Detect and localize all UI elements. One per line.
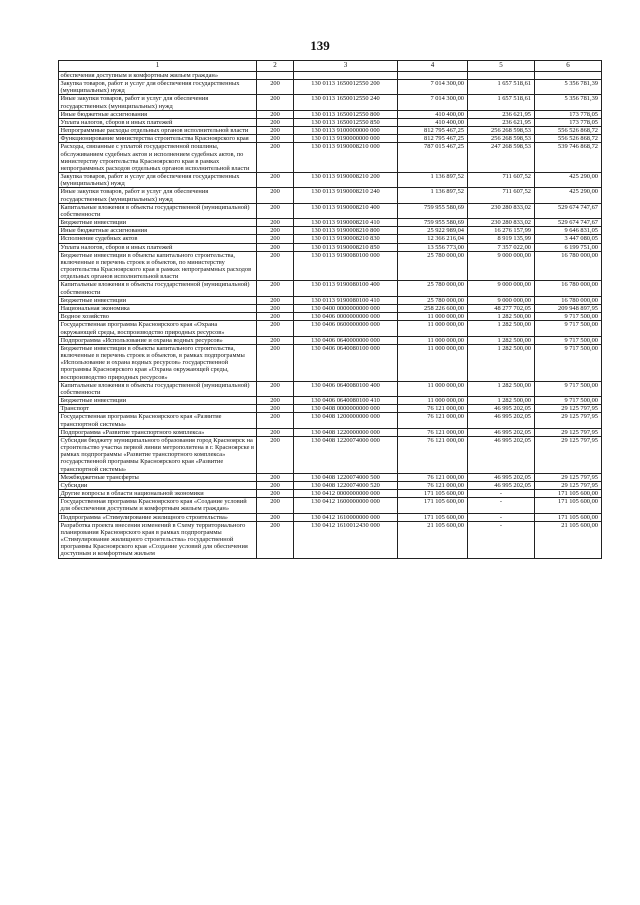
page-number: 139 bbox=[310, 38, 330, 53]
row-code-cell: 200 bbox=[257, 127, 294, 135]
row-name-cell: Закупка товаров, работ и услуг для обеспечения государственных (муниципальных) нужд bbox=[59, 80, 257, 95]
row-classifier-cell: 130 0113 9190008210 850 bbox=[294, 243, 398, 251]
row-name-cell: Бюджетные инвестиции bbox=[59, 296, 257, 304]
row-classifier-cell: 130 0412 1600000000 000 bbox=[294, 498, 398, 513]
row-name-cell: Расходы, связанные с уплатой государственной пошлины, обслуживанием судебных актов и исполнением судебных актов, по министерству строительства Красноярского края в рамках непрограммных расходов отдельных органов исполнительной власти bbox=[59, 143, 257, 173]
row-name-cell: Функционирование министерства строительства Красноярского края bbox=[59, 135, 257, 143]
row-plan-cell: 11 000 000,00 bbox=[398, 313, 468, 321]
row-executed-cell: 46 995 202,05 bbox=[468, 405, 535, 413]
row-classifier-cell: 130 0406 0640000000 000 bbox=[294, 336, 398, 344]
row-plan-cell: 25 780 000,00 bbox=[398, 296, 468, 304]
column-header: 4 bbox=[398, 61, 468, 72]
row-remainder-cell: 9 717 500,00 bbox=[535, 336, 602, 344]
row-name-cell: Разработка проекта внесения изменений в Схему территориального планирования Красноярского края в рамках подпрограммы «Стимулирование жилищного строительства» государственной программы Красноярского края «Создание условий для обеспечения доступным и комфортным жильем bbox=[59, 521, 257, 558]
row-classifier-cell: 130 0408 1200000000 000 bbox=[294, 413, 398, 428]
table-row bbox=[59, 71, 602, 79]
row-remainder-cell: 173 778,05 bbox=[535, 118, 602, 126]
row-classifier-cell: 130 0113 9190080100 410 bbox=[294, 296, 398, 304]
row-executed-cell: 9 000 000,00 bbox=[468, 281, 535, 296]
table-row bbox=[59, 490, 602, 498]
row-executed-cell: 230 280 833,02 bbox=[468, 219, 535, 227]
row-plan-cell: 759 955 580,69 bbox=[398, 219, 468, 227]
row-plan-cell: 25 922 989,04 bbox=[398, 227, 468, 235]
row-name-cell: Иные бюджетные ассигнования bbox=[59, 227, 257, 235]
row-classifier-cell: 130 0113 9190000000 000 bbox=[294, 135, 398, 143]
row-name-cell: Иные бюджетные ассигнования bbox=[59, 110, 257, 118]
row-remainder-cell: 556 526 868,72 bbox=[535, 135, 602, 143]
row-plan-cell: 25 780 000,00 bbox=[398, 251, 468, 281]
row-remainder-cell: 9 717 500,00 bbox=[535, 381, 602, 396]
row-executed-cell: 9 000 000,00 bbox=[468, 296, 535, 304]
row-remainder-cell: 29 125 797,95 bbox=[535, 413, 602, 428]
row-remainder-cell: 425 290,00 bbox=[535, 188, 602, 203]
row-executed-cell: 236 621,95 bbox=[468, 110, 535, 118]
row-code-cell: 200 bbox=[257, 80, 294, 95]
table-row bbox=[59, 219, 602, 227]
row-plan-cell: 759 955 580,69 bbox=[398, 203, 468, 218]
row-code-cell: 200 bbox=[257, 219, 294, 227]
header-row bbox=[59, 61, 602, 72]
row-executed-cell: 256 268 598,53 bbox=[468, 135, 535, 143]
row-code-cell: 200 bbox=[257, 428, 294, 436]
row-name-cell: Уплата налогов, сборов и иных платежей bbox=[59, 118, 257, 126]
row-classifier-cell: 130 0113 1650012550 850 bbox=[294, 118, 398, 126]
row-plan-cell: 76 121 000,00 bbox=[398, 413, 468, 428]
row-remainder-cell: 171 105 600,00 bbox=[535, 490, 602, 498]
row-name-cell: Бюджетные инвестиции bbox=[59, 219, 257, 227]
row-code-cell: 200 bbox=[257, 513, 294, 521]
row-code-cell: 200 bbox=[257, 473, 294, 481]
row-plan-cell: 410 400,00 bbox=[398, 110, 468, 118]
row-plan-cell: 812 795 467,25 bbox=[398, 127, 468, 135]
row-plan-cell: 11 000 000,00 bbox=[398, 321, 468, 336]
row-remainder-cell: 29 125 797,95 bbox=[535, 428, 602, 436]
row-remainder-cell: 9 717 500,00 bbox=[535, 321, 602, 336]
row-name-cell: Капитальные вложения в объекты государственной (муниципальной) собственности bbox=[59, 281, 257, 296]
row-name-cell: Субсидии bbox=[59, 481, 257, 489]
row-name-cell: Государственная программа Красноярского края «Создание условий для обеспечения доступным и комфортным жильем граждан» bbox=[59, 498, 257, 513]
row-executed-cell: 1 657 518,61 bbox=[468, 95, 535, 110]
table-row bbox=[59, 344, 602, 381]
row-name-cell: Национальная экономика bbox=[59, 304, 257, 312]
row-classifier-cell: 130 0113 9190008210 200 bbox=[294, 173, 398, 188]
row-name-cell: Подпрограмма «Развитие транспортного комплекса» bbox=[59, 428, 257, 436]
row-executed-cell: 711 607,52 bbox=[468, 173, 535, 188]
row-code-cell: 200 bbox=[257, 251, 294, 281]
row-plan-cell: 25 780 000,00 bbox=[398, 281, 468, 296]
row-classifier-cell: 130 0412 1610012430 000 bbox=[294, 521, 398, 558]
column-header: 1 bbox=[59, 61, 257, 72]
row-remainder-cell: 5 356 781,39 bbox=[535, 95, 602, 110]
row-executed-cell: 1 657 518,61 bbox=[468, 80, 535, 95]
row-remainder-cell: 171 105 600,00 bbox=[535, 513, 602, 521]
row-name-cell: Государственная программа Красноярского края «Охрана окружающей среды, воспроизводство природных ресурсов» bbox=[59, 321, 257, 336]
row-remainder-cell: 9 717 500,00 bbox=[535, 313, 602, 321]
row-name-cell: Уплата налогов, сборов и иных платежей bbox=[59, 243, 257, 251]
row-code-cell: 200 bbox=[257, 336, 294, 344]
row-code-cell: 200 bbox=[257, 321, 294, 336]
row-remainder-cell: 6 199 751,00 bbox=[535, 243, 602, 251]
column-header: 6 bbox=[535, 61, 602, 72]
row-classifier-cell bbox=[294, 71, 398, 79]
row-classifier-cell: 130 0406 0640080100 400 bbox=[294, 381, 398, 396]
table-row bbox=[59, 405, 602, 413]
row-executed-cell: 9 000 000,00 bbox=[468, 251, 535, 281]
row-name-cell: Межбюджетные трансферты bbox=[59, 473, 257, 481]
row-classifier-cell: 130 0400 0000000000 000 bbox=[294, 304, 398, 312]
row-name-cell: Исполнение судебных актов bbox=[59, 235, 257, 243]
row-plan-cell: 21 105 600,00 bbox=[398, 521, 468, 558]
row-code-cell: 200 bbox=[257, 405, 294, 413]
row-name-cell: Капитальные вложения в объекты государственной (муниципальной) собственности bbox=[59, 381, 257, 396]
table-row bbox=[59, 321, 602, 336]
row-remainder-cell: 173 778,05 bbox=[535, 110, 602, 118]
row-code-cell: 200 bbox=[257, 413, 294, 428]
row-plan-cell: 787 015 467,25 bbox=[398, 143, 468, 173]
row-remainder-cell: 16 780 000,00 bbox=[535, 251, 602, 281]
column-header: 3 bbox=[294, 61, 398, 72]
row-code-cell: 200 bbox=[257, 304, 294, 312]
column-header: 2 bbox=[257, 61, 294, 72]
row-remainder-cell: 9 717 500,00 bbox=[535, 344, 602, 381]
row-code-cell: 200 bbox=[257, 490, 294, 498]
row-remainder-cell: 9 717 500,00 bbox=[535, 397, 602, 405]
row-executed-cell: 236 621,95 bbox=[468, 118, 535, 126]
row-code-cell: 200 bbox=[257, 188, 294, 203]
table-row bbox=[59, 521, 602, 558]
row-remainder-cell: 529 674 747,67 bbox=[535, 219, 602, 227]
row-plan-cell: 7 014 300,00 bbox=[398, 80, 468, 95]
row-remainder-cell: 556 526 868,72 bbox=[535, 127, 602, 135]
row-plan-cell: 76 121 000,00 bbox=[398, 473, 468, 481]
row-name-cell: Капитальные вложения в объекты государственной (муниципальной) собственности bbox=[59, 203, 257, 218]
row-plan-cell: 76 121 000,00 bbox=[398, 405, 468, 413]
row-plan-cell: 812 795 467,25 bbox=[398, 135, 468, 143]
row-code-cell: 200 bbox=[257, 95, 294, 110]
row-classifier-cell: 130 0406 0000000000 000 bbox=[294, 313, 398, 321]
row-name-cell: Иные закупки товаров, работ и услуг для обеспечения государственных (муниципальных) нужд bbox=[59, 188, 257, 203]
row-classifier-cell: 130 0406 0600000000 000 bbox=[294, 321, 398, 336]
row-classifier-cell: 130 0408 1220000000 000 bbox=[294, 428, 398, 436]
table-row bbox=[59, 397, 602, 405]
column-header: 5 bbox=[468, 61, 535, 72]
table-row bbox=[59, 513, 602, 521]
table-row bbox=[59, 118, 602, 126]
row-executed-cell: 256 268 598,53 bbox=[468, 127, 535, 135]
row-executed-cell: 711 607,52 bbox=[468, 188, 535, 203]
row-code-cell bbox=[257, 71, 294, 79]
row-remainder-cell: 529 674 747,67 bbox=[535, 203, 602, 218]
table-row bbox=[59, 304, 602, 312]
row-name-cell: Бюджетные инвестиции bbox=[59, 397, 257, 405]
row-code-cell: 200 bbox=[257, 135, 294, 143]
budget-table bbox=[58, 60, 602, 559]
row-remainder-cell: 16 780 000,00 bbox=[535, 296, 602, 304]
row-remainder-cell: 209 948 897,95 bbox=[535, 304, 602, 312]
row-remainder-cell: 425 290,00 bbox=[535, 173, 602, 188]
row-code-cell: 200 bbox=[257, 143, 294, 173]
row-executed-cell: 247 268 598,53 bbox=[468, 143, 535, 173]
row-name-cell: Подпрограмма «Использование и охрана водных ресурсов» bbox=[59, 336, 257, 344]
row-executed-cell: 46 995 202,05 bbox=[468, 428, 535, 436]
row-plan-cell: 171 105 600,00 bbox=[398, 498, 468, 513]
row-executed-cell: 46 995 202,05 bbox=[468, 413, 535, 428]
row-code-cell: 200 bbox=[257, 227, 294, 235]
row-classifier-cell: 130 0412 0000000000 000 bbox=[294, 490, 398, 498]
row-plan-cell: 76 121 000,00 bbox=[398, 436, 468, 473]
row-name-cell: Непрограммные расходы отдельных органов исполнительной власти bbox=[59, 127, 257, 135]
table-row bbox=[59, 413, 602, 428]
row-executed-cell: 16 276 157,99 bbox=[468, 227, 535, 235]
row-executed-cell: 1 282 500,00 bbox=[468, 321, 535, 336]
row-code-cell: 200 bbox=[257, 436, 294, 473]
row-name-cell: Субсидия бюджету муниципального образования город Красноярск на строительство участка первой линии метрополитена в г. Красноярске в рамках подпрограммы «Развитие транспортного комплекса» государственной программы Красноярского края «Развитие транспортной системы» bbox=[59, 436, 257, 473]
row-classifier-cell: 130 0113 9190008210 000 bbox=[294, 143, 398, 173]
row-plan-cell: 76 121 000,00 bbox=[398, 481, 468, 489]
row-classifier-cell: 130 0408 0000000000 000 bbox=[294, 405, 398, 413]
row-code-cell: 200 bbox=[257, 498, 294, 513]
row-executed-cell bbox=[468, 71, 535, 79]
row-classifier-cell: 130 0412 1610000000 000 bbox=[294, 513, 398, 521]
table-row bbox=[59, 173, 602, 188]
row-plan-cell: 258 226 600,00 bbox=[398, 304, 468, 312]
row-name-cell: Закупка товаров, работ и услуг для обеспечения государственных (муниципальных) нужд bbox=[59, 173, 257, 188]
row-plan-cell: 11 000 000,00 bbox=[398, 381, 468, 396]
table-row bbox=[59, 227, 602, 235]
row-classifier-cell: 130 0113 1650012550 200 bbox=[294, 80, 398, 95]
row-name-cell: Бюджетные инвестиции в объекты капитального строительства, включенные в перечень строек и объектов, по министерству строительства Красноярского края в рамках непрограммных расходов отдельных органов исполнительной власти bbox=[59, 251, 257, 281]
row-code-cell: 200 bbox=[257, 173, 294, 188]
row-code-cell: 200 bbox=[257, 296, 294, 304]
row-plan-cell: 171 105 600,00 bbox=[398, 490, 468, 498]
table-row bbox=[59, 143, 602, 173]
row-code-cell: 200 bbox=[257, 344, 294, 381]
row-plan-cell: 11 000 000,00 bbox=[398, 344, 468, 381]
table-row bbox=[59, 428, 602, 436]
row-executed-cell: 7 357 022,00 bbox=[468, 243, 535, 251]
table-row bbox=[59, 135, 602, 143]
row-classifier-cell: 130 0113 9190008210 410 bbox=[294, 219, 398, 227]
row-executed-cell: - bbox=[468, 498, 535, 513]
table-body bbox=[59, 71, 602, 558]
table-row bbox=[59, 203, 602, 218]
row-name-cell: Транспорт bbox=[59, 405, 257, 413]
row-classifier-cell: 130 0113 9100000000 000 bbox=[294, 127, 398, 135]
row-code-cell: 200 bbox=[257, 118, 294, 126]
row-classifier-cell: 130 0408 1220074000 520 bbox=[294, 481, 398, 489]
row-plan-cell: 13 556 773,00 bbox=[398, 243, 468, 251]
row-classifier-cell: 130 0113 9190008210 400 bbox=[294, 203, 398, 218]
row-remainder-cell: 9 646 831,05 bbox=[535, 227, 602, 235]
row-plan-cell: 11 000 000,00 bbox=[398, 397, 468, 405]
row-code-cell: 200 bbox=[257, 243, 294, 251]
table-row bbox=[59, 473, 602, 481]
row-code-cell: 200 bbox=[257, 313, 294, 321]
row-executed-cell: 8 919 135,99 bbox=[468, 235, 535, 243]
table-row bbox=[59, 127, 602, 135]
row-code-cell: 200 bbox=[257, 235, 294, 243]
row-classifier-cell: 130 0113 9190008210 830 bbox=[294, 235, 398, 243]
row-plan-cell: 7 014 300,00 bbox=[398, 95, 468, 110]
row-name-cell: Иные закупки товаров, работ и услуг для обеспечения государственных (муниципальных) нужд bbox=[59, 95, 257, 110]
row-remainder-cell: 29 125 797,95 bbox=[535, 473, 602, 481]
table-row bbox=[59, 80, 602, 95]
row-code-cell: 200 bbox=[257, 281, 294, 296]
row-code-cell: 200 bbox=[257, 203, 294, 218]
row-name-cell: Бюджетные инвестиции в объекты капитального строительства, включенные в перечень строек и объектов, в рамках подпрограммы «Использование и охрана водных ресурсов» государственной программы Красноярского края «Охрана окружающей среды, воспроизводство природных ресурсов» bbox=[59, 344, 257, 381]
row-code-cell: 200 bbox=[257, 521, 294, 558]
row-plan-cell: 11 000 000,00 bbox=[398, 336, 468, 344]
row-plan-cell: 1 136 897,52 bbox=[398, 188, 468, 203]
row-executed-cell: 1 282 500,00 bbox=[468, 336, 535, 344]
row-executed-cell: 1 282 500,00 bbox=[468, 397, 535, 405]
table-row bbox=[59, 251, 602, 281]
row-plan-cell: 1 136 897,52 bbox=[398, 173, 468, 188]
table-row bbox=[59, 188, 602, 203]
row-executed-cell: 1 282 500,00 bbox=[468, 381, 535, 396]
row-remainder-cell: 3 447 080,05 bbox=[535, 235, 602, 243]
table-row bbox=[59, 296, 602, 304]
row-name-cell: Государственная программа Красноярского края «Развитие транспортной системы» bbox=[59, 413, 257, 428]
row-remainder-cell: 21 105 600,00 bbox=[535, 521, 602, 558]
row-classifier-cell: 130 0113 9190008210 800 bbox=[294, 227, 398, 235]
row-classifier-cell: 130 0113 9190080100 400 bbox=[294, 281, 398, 296]
row-code-cell: 200 bbox=[257, 381, 294, 396]
row-plan-cell: 12 366 216,04 bbox=[398, 235, 468, 243]
row-code-cell: 200 bbox=[257, 110, 294, 118]
row-executed-cell: 1 282 500,00 bbox=[468, 344, 535, 381]
row-remainder-cell: 29 125 797,95 bbox=[535, 436, 602, 473]
row-classifier-cell: 130 0113 1650012550 240 bbox=[294, 95, 398, 110]
row-classifier-cell: 130 0408 1220074000 500 bbox=[294, 473, 398, 481]
table-row bbox=[59, 381, 602, 396]
row-code-cell: 200 bbox=[257, 481, 294, 489]
row-remainder-cell bbox=[535, 71, 602, 79]
row-remainder-cell: 171 105 600,00 bbox=[535, 498, 602, 513]
table-row bbox=[59, 95, 602, 110]
row-plan-cell: 410 400,00 bbox=[398, 118, 468, 126]
table-row bbox=[59, 336, 602, 344]
row-plan-cell bbox=[398, 71, 468, 79]
row-classifier-cell: 130 0406 0640080100 000 bbox=[294, 344, 398, 381]
table-row bbox=[59, 281, 602, 296]
row-plan-cell: 171 105 600,00 bbox=[398, 513, 468, 521]
row-executed-cell: - bbox=[468, 490, 535, 498]
table-row bbox=[59, 243, 602, 251]
row-name-cell: Подпрограмма «Стимулирование жилищного строительства» bbox=[59, 513, 257, 521]
row-classifier-cell: 130 0113 1650012550 800 bbox=[294, 110, 398, 118]
row-executed-cell: 230 280 833,02 bbox=[468, 203, 535, 218]
row-executed-cell: 46 995 202,05 bbox=[468, 473, 535, 481]
table-row bbox=[59, 436, 602, 473]
table-row bbox=[59, 110, 602, 118]
row-executed-cell: 48 277 702,05 bbox=[468, 304, 535, 312]
row-name-cell: Другие вопросы в области национальной экономики bbox=[59, 490, 257, 498]
row-executed-cell: 46 995 202,05 bbox=[468, 481, 535, 489]
row-remainder-cell: 539 746 868,72 bbox=[535, 143, 602, 173]
table-row bbox=[59, 235, 602, 243]
row-executed-cell: - bbox=[468, 521, 535, 558]
table-row bbox=[59, 313, 602, 321]
row-remainder-cell: 16 780 000,00 bbox=[535, 281, 602, 296]
table-row bbox=[59, 498, 602, 513]
row-remainder-cell: 29 125 797,95 bbox=[535, 481, 602, 489]
row-remainder-cell: 29 125 797,95 bbox=[535, 405, 602, 413]
row-code-cell: 200 bbox=[257, 397, 294, 405]
table-row bbox=[59, 481, 602, 489]
row-classifier-cell: 130 0406 0640080100 410 bbox=[294, 397, 398, 405]
row-classifier-cell: 130 0408 1220074000 000 bbox=[294, 436, 398, 473]
row-plan-cell: 76 121 000,00 bbox=[398, 428, 468, 436]
row-executed-cell: 46 995 202,05 bbox=[468, 436, 535, 473]
row-executed-cell: - bbox=[468, 513, 535, 521]
row-classifier-cell: 130 0113 9190008210 240 bbox=[294, 188, 398, 203]
row-remainder-cell: 5 356 781,39 bbox=[535, 80, 602, 95]
row-name-cell: обеспечения доступным и комфортным жильем граждан» bbox=[59, 71, 257, 79]
row-classifier-cell: 130 0113 9190080100 000 bbox=[294, 251, 398, 281]
row-name-cell: Водное хозяйство bbox=[59, 313, 257, 321]
row-executed-cell: 1 282 500,00 bbox=[468, 313, 535, 321]
